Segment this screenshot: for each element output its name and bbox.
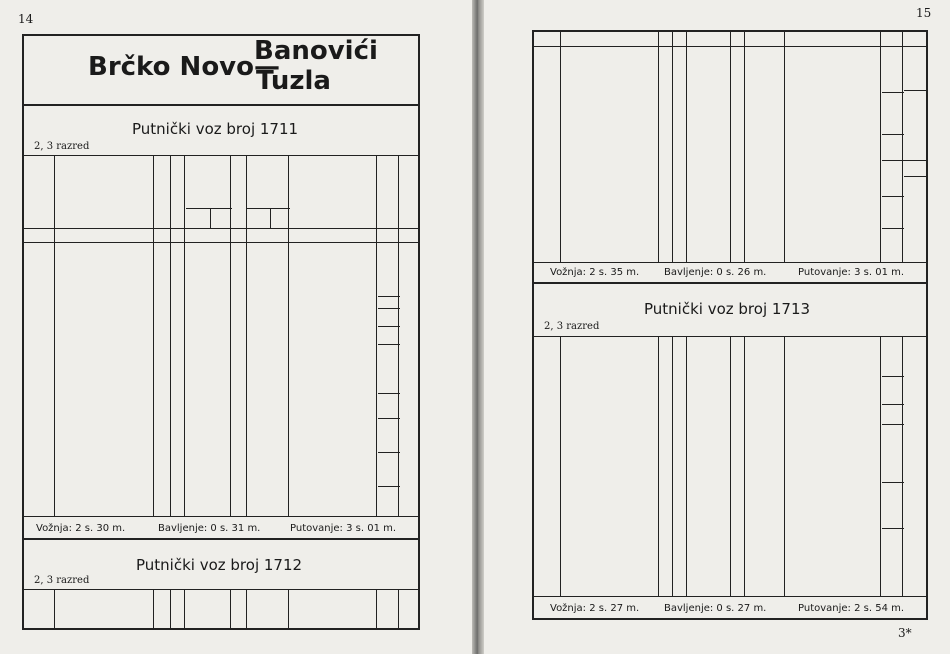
class-label-2: 2, 3 razred bbox=[34, 575, 90, 586]
cell-rule bbox=[882, 92, 904, 93]
column-rule bbox=[784, 337, 785, 596]
column-rule bbox=[744, 337, 745, 596]
cell-rule bbox=[882, 134, 904, 135]
signature-mark: 3* bbox=[898, 626, 912, 640]
class-label: 2, 3 razred bbox=[34, 141, 90, 152]
cell-rule bbox=[882, 404, 904, 405]
cell-rule bbox=[882, 196, 904, 197]
cell-rule bbox=[378, 308, 400, 309]
column-rule bbox=[686, 337, 687, 596]
cell-rule bbox=[378, 486, 400, 487]
cell-rule bbox=[378, 393, 400, 394]
column-rule bbox=[658, 32, 659, 262]
summary-voznja: Vožnja: 2 s. 35 m. bbox=[550, 267, 640, 278]
cell-rule bbox=[378, 344, 400, 345]
cell-rule bbox=[246, 208, 290, 209]
column-rule bbox=[230, 156, 231, 516]
column-rule bbox=[153, 156, 154, 516]
cell-rule bbox=[904, 160, 926, 161]
cell-rule bbox=[882, 160, 904, 161]
column-rule bbox=[246, 590, 247, 628]
train-title-1711: Putnički voz broj 1711 bbox=[132, 120, 299, 138]
column-rule bbox=[170, 590, 171, 628]
column-rule bbox=[398, 590, 399, 628]
book-gutter bbox=[472, 0, 484, 654]
cell-rule bbox=[186, 208, 232, 209]
cell-rule bbox=[882, 528, 904, 529]
column-rule bbox=[672, 32, 673, 262]
column-rule bbox=[730, 337, 731, 596]
column-rule bbox=[376, 590, 377, 628]
column-rule bbox=[376, 156, 377, 516]
summary-bavljenje: Bavljenje: 0 s. 31 m. bbox=[158, 523, 261, 534]
column-rule bbox=[270, 208, 271, 228]
route-title-right-bottom: Tuzla bbox=[256, 66, 331, 96]
cell-rule bbox=[904, 176, 926, 177]
cell-rule bbox=[378, 452, 400, 453]
cell-rule bbox=[378, 296, 400, 297]
column-rule bbox=[230, 590, 231, 628]
cell-rule bbox=[882, 376, 904, 377]
train-title-1713: Putnički voz broj 1713 bbox=[644, 300, 811, 318]
left-page bbox=[0, 0, 472, 654]
column-rule bbox=[658, 337, 659, 596]
column-rule bbox=[880, 32, 881, 262]
column-rule bbox=[744, 32, 745, 262]
summary-voznja: Vožnja: 2 s. 30 m. bbox=[36, 523, 126, 534]
route-title-right-top: Banovići bbox=[254, 36, 378, 66]
page-number: 15 bbox=[916, 6, 932, 20]
cell-rule bbox=[882, 424, 904, 425]
column-rule bbox=[730, 32, 731, 262]
column-rule bbox=[288, 156, 289, 516]
route-title-left: Brčko Novo— bbox=[88, 52, 280, 82]
summary2-bavljenje: Bavljenje: 0 s. 27 m. bbox=[664, 603, 767, 614]
column-rule bbox=[54, 156, 55, 516]
column-rule bbox=[153, 590, 154, 628]
summary-putovanje: Putovanje: 3 s. 01 m. bbox=[290, 523, 397, 534]
column-rule bbox=[672, 337, 673, 596]
column-rule bbox=[880, 337, 881, 596]
column-rule bbox=[170, 156, 171, 516]
summary-bavljenje: Bavljenje: 0 s. 26 m. bbox=[664, 267, 767, 278]
summary2-putovanje: Putovanje: 2 s. 54 m. bbox=[798, 603, 905, 614]
column-rule bbox=[560, 32, 561, 262]
column-rule bbox=[184, 590, 185, 628]
class-label: 2, 3 razred bbox=[544, 321, 600, 332]
column-rule bbox=[54, 590, 55, 628]
page-number: 14 bbox=[18, 12, 34, 26]
cell-rule bbox=[378, 418, 400, 419]
summary2-voznja: Vožnja: 2 s. 27 m. bbox=[550, 603, 640, 614]
cell-rule bbox=[882, 482, 904, 483]
column-rule bbox=[210, 208, 211, 228]
column-rule bbox=[784, 32, 785, 262]
column-rule bbox=[246, 156, 247, 516]
column-rule bbox=[398, 156, 399, 516]
train-title-1712: Putnički voz broj 1712 bbox=[136, 556, 303, 574]
summary-putovanje: Putovanje: 3 s. 01 m. bbox=[798, 267, 905, 278]
right-page bbox=[484, 0, 950, 654]
cell-rule bbox=[378, 326, 400, 327]
column-rule bbox=[184, 156, 185, 516]
cell-rule bbox=[882, 228, 904, 229]
column-rule bbox=[288, 590, 289, 628]
column-rule bbox=[560, 337, 561, 596]
cell-rule bbox=[904, 90, 926, 91]
column-rule bbox=[686, 32, 687, 262]
